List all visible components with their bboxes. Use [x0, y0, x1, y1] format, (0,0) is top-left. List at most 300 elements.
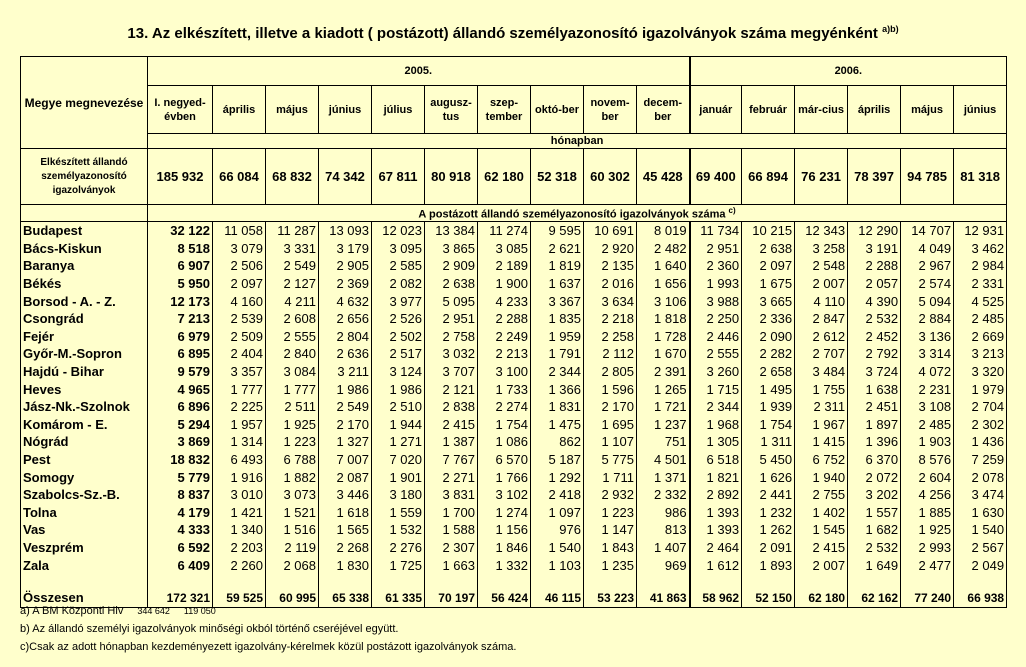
cell-value: 2 792 — [848, 345, 901, 363]
elkeszitett-value: 94 785 — [901, 149, 954, 205]
cell-value: 6 907 — [148, 257, 213, 275]
cell-value: 7 259 — [954, 451, 1007, 469]
cell-value: 3 213 — [954, 345, 1007, 363]
month-header: április — [213, 86, 266, 134]
cell-value: 1 893 — [742, 556, 795, 574]
elkeszitett-value: 52 318 — [531, 149, 584, 205]
cell-value: 11 287 — [266, 222, 319, 240]
cell-value: 6 788 — [266, 451, 319, 469]
cell-value: 1 846 — [478, 539, 531, 557]
cell-value: 1 903 — [901, 433, 954, 451]
cell-value: 2 078 — [954, 468, 1007, 486]
cell-value: 2 984 — [954, 257, 1007, 275]
cell-value: 2 509 — [213, 328, 266, 346]
elkeszitett-value: 62 180 — [478, 149, 531, 205]
cell-value: 1 565 — [319, 521, 372, 539]
total-value: 77 240 — [901, 588, 954, 608]
elkeszitett-label: Elkészített állandó személyazonosító igazolványok — [21, 149, 148, 205]
cell-value: 7 213 — [148, 310, 213, 328]
cell-value: 2 511 — [266, 398, 319, 416]
cell-value: 2 049 — [954, 556, 1007, 574]
cell-value: 5 095 — [425, 292, 478, 310]
table-row — [21, 240, 1007, 258]
cell-value: 7 020 — [372, 451, 425, 469]
cell-value: 1 393 — [690, 504, 742, 522]
month-header: június — [954, 86, 1007, 134]
cell-value: 3 180 — [372, 486, 425, 504]
elkeszitett-value: 45 428 — [637, 149, 690, 205]
cell-value: 2 549 — [266, 257, 319, 275]
cell-value: 2 218 — [584, 310, 637, 328]
cell-value: 2 288 — [848, 257, 901, 275]
total-value: 59 525 — [213, 588, 266, 608]
county-name: Heves — [21, 380, 148, 398]
cell-value: 5 094 — [901, 292, 954, 310]
cell-value: 4 965 — [148, 380, 213, 398]
month-header: augusz-tus — [425, 86, 478, 134]
cell-value: 1 897 — [848, 416, 901, 434]
cell-value: 2 585 — [372, 257, 425, 275]
cell-value: 1 682 — [848, 521, 901, 539]
cell-value: 2 477 — [901, 556, 954, 574]
cell-value: 4 390 — [848, 292, 901, 310]
cell-value: 2 274 — [478, 398, 531, 416]
cell-value: 1 223 — [266, 433, 319, 451]
footnote-b: b) Az állandó személyi igazolványok minőségi okból történő cseréjével együtt. — [20, 623, 399, 635]
month-header: decem-ber — [637, 86, 690, 134]
cell-value: 813 — [637, 521, 690, 539]
cell-value: 1 559 — [372, 504, 425, 522]
table-row — [21, 521, 1007, 539]
elkeszitett-value: 76 231 — [795, 149, 848, 205]
cell-value: 1 721 — [637, 398, 690, 416]
cell-value: 1 495 — [742, 380, 795, 398]
cell-value: 2 271 — [425, 468, 478, 486]
cell-value: 2 418 — [531, 486, 584, 504]
cell-value: 2 007 — [795, 275, 848, 293]
cell-value: 2 288 — [478, 310, 531, 328]
cell-value: 2 621 — [531, 240, 584, 258]
cell-value: 2 517 — [372, 345, 425, 363]
cell-value: 3 484 — [795, 363, 848, 381]
cell-value: 1 979 — [954, 380, 1007, 398]
cell-value: 2 838 — [425, 398, 478, 416]
cell-value: 6 370 — [848, 451, 901, 469]
cell-value: 2 250 — [690, 310, 742, 328]
cell-value: 1 818 — [637, 310, 690, 328]
cell-value: 1 402 — [795, 504, 848, 522]
month-header: június — [319, 86, 372, 134]
cell-value: 2 121 — [425, 380, 478, 398]
cell-value: 2 840 — [266, 345, 319, 363]
month-header: I. negyed-évben — [148, 86, 213, 134]
cell-value: 1 755 — [795, 380, 848, 398]
cell-value: 1 821 — [690, 468, 742, 486]
cell-value: 2 464 — [690, 539, 742, 557]
cell-value: 2 057 — [848, 275, 901, 293]
table-row — [21, 222, 1007, 240]
cell-value: 6 493 — [213, 451, 266, 469]
cell-value: 7 767 — [425, 451, 478, 469]
title-footnote-marker: a)b) — [882, 24, 899, 34]
cell-value: 2 451 — [848, 398, 901, 416]
cell-value: 2 203 — [213, 539, 266, 557]
cell-value: 4 072 — [901, 363, 954, 381]
cell-value: 10 215 — [742, 222, 795, 240]
cell-value: 1 968 — [690, 416, 742, 434]
table-row — [21, 451, 1007, 469]
cell-value: 1 235 — [584, 556, 637, 574]
elkeszitett-value: 74 342 — [319, 149, 372, 205]
cell-value: 986 — [637, 504, 690, 522]
cell-value: 4 049 — [901, 240, 954, 258]
cell-value: 3 108 — [901, 398, 954, 416]
cell-value: 2 612 — [795, 328, 848, 346]
cell-value: 1 830 — [319, 556, 372, 574]
cell-value: 1 103 — [531, 556, 584, 574]
cell-value: 1 340 — [213, 521, 266, 539]
cell-value: 6 752 — [795, 451, 848, 469]
cell-value: 2 258 — [584, 328, 637, 346]
cell-value: 1 843 — [584, 539, 637, 557]
cell-value: 1 366 — [531, 380, 584, 398]
data-table — [20, 56, 1007, 608]
county-name: Békés — [21, 275, 148, 293]
cell-value: 1 237 — [637, 416, 690, 434]
cell-value: 1 754 — [742, 416, 795, 434]
cell-value: 1 332 — [478, 556, 531, 574]
cell-value: 3 100 — [478, 363, 531, 381]
cell-value: 5 775 — [584, 451, 637, 469]
cell-value: 3 665 — [742, 292, 795, 310]
cell-value: 2 920 — [584, 240, 637, 258]
cell-value: 1 835 — [531, 310, 584, 328]
cell-value: 3 202 — [848, 486, 901, 504]
cell-value: 3 095 — [372, 240, 425, 258]
county-name: Vas — [21, 521, 148, 539]
cell-value: 3 079 — [213, 240, 266, 258]
cell-value: 5 294 — [148, 416, 213, 434]
cell-value: 1 777 — [213, 380, 266, 398]
cell-value: 6 896 — [148, 398, 213, 416]
footnotes — [20, 602, 516, 656]
cell-value: 3 260 — [690, 363, 742, 381]
cell-value: 2 213 — [478, 345, 531, 363]
page-title: 13. Az elkészített, illetve a kiadott ( postázott) állandó személyazonosító igazolványok száma megyénként $^{a)b)}$ — [127, 24, 899, 42]
cell-value: 14 707 — [901, 222, 954, 240]
cell-value: 1 670 — [637, 345, 690, 363]
month-header: május — [901, 86, 954, 134]
cell-value: 4 501 — [637, 451, 690, 469]
cell-value: 2 567 — [954, 539, 1007, 557]
cell-value: 12 023 — [372, 222, 425, 240]
cell-value: 1 986 — [372, 380, 425, 398]
cell-value: 10 691 — [584, 222, 637, 240]
cell-value: 2 638 — [425, 275, 478, 293]
cell-value: 2 068 — [266, 556, 319, 574]
cell-value: 4 233 — [478, 292, 531, 310]
cell-value: 6 409 — [148, 556, 213, 574]
cell-value: 3 032 — [425, 345, 478, 363]
cell-value: 1 314 — [213, 433, 266, 451]
table-row — [21, 486, 1007, 504]
cell-value: 1 885 — [901, 504, 954, 522]
cell-value: 1 540 — [954, 521, 1007, 539]
cell-value: 3 446 — [319, 486, 372, 504]
cell-value: 2 332 — [637, 486, 690, 504]
cell-value: 1 791 — [531, 345, 584, 363]
cell-value: 1 421 — [213, 504, 266, 522]
cell-value: 6 518 — [690, 451, 742, 469]
cell-value: 2 249 — [478, 328, 531, 346]
cell-value: 2 485 — [954, 310, 1007, 328]
cell-value: 2 344 — [690, 398, 742, 416]
elkeszitett-value: 66 894 — [742, 149, 795, 205]
cell-value: 1 925 — [901, 521, 954, 539]
cell-value: 2 231 — [901, 380, 954, 398]
cell-value: 3 724 — [848, 363, 901, 381]
cell-value: 1 540 — [531, 539, 584, 557]
county-name: Hajdú - Bihar — [21, 363, 148, 381]
table-row — [21, 292, 1007, 310]
cell-value: 1 900 — [478, 275, 531, 293]
cell-value: 3 179 — [319, 240, 372, 258]
cell-value: 751 — [637, 433, 690, 451]
cell-value: 3 320 — [954, 363, 1007, 381]
month-header: február — [742, 86, 795, 134]
cell-value: 2 097 — [213, 275, 266, 293]
elkeszitett-value: 66 084 — [213, 149, 266, 205]
cell-value: 2 276 — [372, 539, 425, 557]
cell-value: 5 950 — [148, 275, 213, 293]
month-header: októ-ber — [531, 86, 584, 134]
footnote-a: a) A BM Központi Hiv 344 642 119 050 — [20, 605, 216, 617]
cell-value: 13 093 — [319, 222, 372, 240]
cell-value: 3 988 — [690, 292, 742, 310]
cell-value: 1 711 — [584, 468, 637, 486]
county-name: Somogy — [21, 468, 148, 486]
cell-value: 1 097 — [531, 504, 584, 522]
cell-value: 2 574 — [901, 275, 954, 293]
cell-value: 4 256 — [901, 486, 954, 504]
county-name: Borsod - A. - Z. — [21, 292, 148, 310]
cell-value: 3 136 — [901, 328, 954, 346]
county-header: Megye megnevezése — [21, 57, 148, 149]
cell-value: 2 268 — [319, 539, 372, 557]
cell-value: 1 274 — [478, 504, 531, 522]
cell-value: 2 097 — [742, 257, 795, 275]
cell-value: 9 579 — [148, 363, 213, 381]
cell-value: 1 777 — [266, 380, 319, 398]
cell-value: 2 082 — [372, 275, 425, 293]
cell-value: 2 311 — [795, 398, 848, 416]
month-header: szep-tember — [478, 86, 531, 134]
cell-value: 3 106 — [637, 292, 690, 310]
cell-value: 4 110 — [795, 292, 848, 310]
cell-value: 3 084 — [266, 363, 319, 381]
cell-value: 1 557 — [848, 504, 901, 522]
cell-value: 1 271 — [372, 433, 425, 451]
cell-value: 2 225 — [213, 398, 266, 416]
cell-value: 2 656 — [319, 310, 372, 328]
county-name: Fejér — [21, 328, 148, 346]
cell-value: 3 634 — [584, 292, 637, 310]
cell-value: 1 940 — [795, 468, 848, 486]
cell-value: 1 147 — [584, 521, 637, 539]
table-row — [21, 328, 1007, 346]
cell-value: 32 122 — [148, 222, 213, 240]
cell-value: 1 545 — [795, 521, 848, 539]
cell-value: 8 837 — [148, 486, 213, 504]
cell-value: 1 715 — [690, 380, 742, 398]
cell-value: 1 733 — [478, 380, 531, 398]
total-value: 61 335 — [372, 588, 425, 608]
cell-value: 2 441 — [742, 486, 795, 504]
cell-value: 2 932 — [584, 486, 637, 504]
cell-value: 2 482 — [637, 240, 690, 258]
table-row — [21, 433, 1007, 451]
cell-value: 12 290 — [848, 222, 901, 240]
cell-value: 1 649 — [848, 556, 901, 574]
cell-value: 2 951 — [425, 310, 478, 328]
cell-value: 2 369 — [319, 275, 372, 293]
cell-value: 2 072 — [848, 468, 901, 486]
cell-value: 1 986 — [319, 380, 372, 398]
cell-value: 12 173 — [148, 292, 213, 310]
cell-value: 1 944 — [372, 416, 425, 434]
cell-value: 11 058 — [213, 222, 266, 240]
cell-value: 2 502 — [372, 328, 425, 346]
cell-value: 2 905 — [319, 257, 372, 275]
cell-value: 3 707 — [425, 363, 478, 381]
cell-value: 8 576 — [901, 451, 954, 469]
cell-value: 5 779 — [148, 468, 213, 486]
cell-value: 12 343 — [795, 222, 848, 240]
cell-value: 4 525 — [954, 292, 1007, 310]
cell-value: 3 357 — [213, 363, 266, 381]
cell-value: 2 260 — [213, 556, 266, 574]
table-row — [21, 504, 1007, 522]
cell-value: 1 675 — [742, 275, 795, 293]
month-header: január — [690, 86, 742, 134]
county-name: Csongrád — [21, 310, 148, 328]
county-name: Jász-Nk.-Szolnok — [21, 398, 148, 416]
cell-value: 1 262 — [742, 521, 795, 539]
cell-value: 1 916 — [213, 468, 266, 486]
cell-value: 1 901 — [372, 468, 425, 486]
cell-value: 1 637 — [531, 275, 584, 293]
cell-value: 3 314 — [901, 345, 954, 363]
county-name: Baranya — [21, 257, 148, 275]
cell-value: 1 596 — [584, 380, 637, 398]
cell-value: 2 282 — [742, 345, 795, 363]
cell-value: 1 232 — [742, 504, 795, 522]
cell-value: 6 895 — [148, 345, 213, 363]
cell-value: 1 663 — [425, 556, 478, 574]
cell-value: 4 160 — [213, 292, 266, 310]
table-row — [21, 556, 1007, 574]
cell-value: 2 170 — [584, 398, 637, 416]
total-value: 58 962 — [690, 588, 742, 608]
cell-value: 2 526 — [372, 310, 425, 328]
elkeszitett-value: 69 400 — [690, 149, 742, 205]
county-name: Győr-M.-Sopron — [21, 345, 148, 363]
cell-value: 2 704 — [954, 398, 1007, 416]
cell-value: 2 658 — [742, 363, 795, 381]
county-name: Veszprém — [21, 539, 148, 557]
cell-value: 1 521 — [266, 504, 319, 522]
elkeszitett-value: 78 397 — [848, 149, 901, 205]
cell-value: 1 292 — [531, 468, 584, 486]
cell-value: 976 — [531, 521, 584, 539]
cell-value: 1 754 — [478, 416, 531, 434]
cell-value: 2 119 — [266, 539, 319, 557]
table-row — [21, 257, 1007, 275]
cell-value: 1 640 — [637, 257, 690, 275]
cell-value: 2 127 — [266, 275, 319, 293]
cell-value: 1 436 — [954, 433, 1007, 451]
elkeszitett-value: 185 932 — [148, 149, 213, 205]
month-header: július — [372, 86, 425, 134]
cell-value: 2 539 — [213, 310, 266, 328]
year-2005-header: 2005. — [148, 57, 690, 86]
cell-value: 2 909 — [425, 257, 478, 275]
cell-value: 2 707 — [795, 345, 848, 363]
elkeszitett-value: 60 302 — [584, 149, 637, 205]
cell-value: 2 669 — [954, 328, 1007, 346]
cell-value: 1 532 — [372, 521, 425, 539]
cell-value: 1 396 — [848, 433, 901, 451]
cell-value: 6 592 — [148, 539, 213, 557]
cell-value: 1 618 — [319, 504, 372, 522]
elkeszitett-value: 68 832 — [266, 149, 319, 205]
cell-value: 969 — [637, 556, 690, 574]
total-value: 46 115 — [531, 588, 584, 608]
total-value: 70 197 — [425, 588, 478, 608]
cell-value: 2 951 — [690, 240, 742, 258]
cell-value: 3 191 — [848, 240, 901, 258]
cell-value: 3 073 — [266, 486, 319, 504]
cell-value: 3 010 — [213, 486, 266, 504]
county-name: Pest — [21, 451, 148, 469]
cell-value: 3 977 — [372, 292, 425, 310]
cell-value: 2 391 — [637, 363, 690, 381]
cell-value: 1 939 — [742, 398, 795, 416]
cell-value: 2 510 — [372, 398, 425, 416]
cell-value: 2 307 — [425, 539, 478, 557]
cell-value: 4 632 — [319, 292, 372, 310]
cell-value: 1 925 — [266, 416, 319, 434]
county-name: Komárom - E. — [21, 416, 148, 434]
month-header: április — [848, 86, 901, 134]
cell-value: 2 331 — [954, 275, 1007, 293]
cell-value: 3 865 — [425, 240, 478, 258]
cell-value: 1 407 — [637, 539, 690, 557]
month-header: már-cius — [795, 86, 848, 134]
footnote-c: c)Csak az adott hónapban kezdeményezett igazolvány-kérelmek közül postázott igazolványok száma. — [20, 641, 517, 653]
cell-value: 9 595 — [531, 222, 584, 240]
cell-value: 1 393 — [690, 521, 742, 539]
cell-value: 3 462 — [954, 240, 1007, 258]
cell-value: 2 336 — [742, 310, 795, 328]
cell-value: 12 931 — [954, 222, 1007, 240]
cell-value: 1 728 — [637, 328, 690, 346]
county-name: Budapest — [21, 222, 148, 240]
cell-value: 1 626 — [742, 468, 795, 486]
cell-value: 1 993 — [690, 275, 742, 293]
cell-value: 3 367 — [531, 292, 584, 310]
cell-value: 8 019 — [637, 222, 690, 240]
